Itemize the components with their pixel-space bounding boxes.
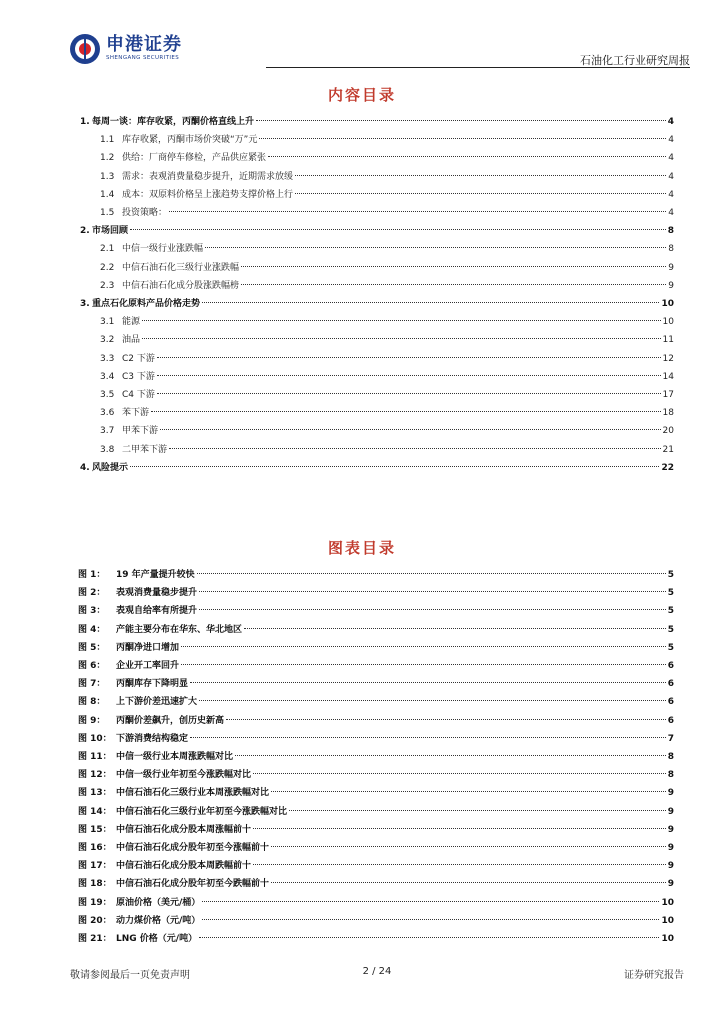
dot-leader [181,664,666,665]
entry-title: 企业开工率回升 [116,661,180,671]
dot-leader [226,719,666,720]
toc-entry[interactable] [100,313,674,331]
toc-entry[interactable] [100,259,674,277]
entry-title: 重点石化原料产品价格走势 [92,299,201,309]
toc-entry[interactable] [100,404,674,422]
entry-page-number: 4 [667,117,674,127]
entry-title: 供给：厂商停车修检，产品供应紧张 [122,153,267,164]
figure-entry[interactable] [78,748,674,766]
dot-leader [202,919,659,920]
entry-title: 能源 [122,317,141,328]
figure-entry[interactable] [78,784,674,802]
dot-leader [244,628,666,629]
toc-entry[interactable] [100,277,674,295]
toc-entry[interactable] [100,168,674,186]
toc-title: 内容目录 [327,86,396,104]
entry-number: 3.6 [100,408,115,419]
entry-page-number: 6 [667,715,674,726]
dot-leader [157,393,661,394]
entry-page-number: 4 [668,135,674,146]
entry-page-number: 17 [662,390,674,400]
entry-number: 图 2： [78,588,106,599]
dot-leader [142,338,661,339]
logo-name-en: SHENGANG SECURITIES [106,55,180,62]
figure-entry[interactable] [78,675,674,693]
dot-leader [253,773,666,774]
toc-entry[interactable] [100,240,674,258]
dot-leader [157,375,661,376]
entry-title: 风险提示 [92,462,129,473]
dot-leader [142,320,661,321]
entry-number: 图 3： [78,606,106,617]
dot-leader [271,791,666,792]
report-type: 石油化工行业研究周报 [580,54,690,67]
figure-entry[interactable] [78,894,674,912]
entry-page-number: 8 [667,752,674,762]
dot-leader [157,357,661,358]
dot-leader [190,737,666,738]
entry-page-number: 4 [668,208,674,218]
toc-entry[interactable] [100,441,674,459]
entry-page-number: 10 [661,897,674,908]
figure-entry[interactable] [78,803,674,821]
entry-title: 中信石油石化三级行业本周涨跌幅对比 [116,788,270,799]
entry-number: 图 14： [78,806,112,817]
entry-page-number: 10 [661,934,674,944]
entry-number: 图 18： [78,879,112,890]
toc-entry[interactable] [80,459,674,477]
entry-page-number: 10 [661,299,674,309]
figure-entry[interactable] [78,839,674,857]
entry-number: 1.3 [100,171,115,182]
entry-page-number: 4 [668,171,674,182]
entry-number: 图 19： [78,897,112,908]
dot-leader [169,211,666,212]
entry-title: C3 下游 [122,371,155,382]
dot-leader [181,646,666,647]
dot-leader [202,302,659,303]
entry-page-number: 5 [667,570,674,580]
logo-emblem-icon [70,34,100,64]
entry-page-number: 6 [667,697,674,708]
dot-leader [130,229,666,230]
entry-page-number: 18 [662,408,674,419]
entry-number: 图 8： [78,697,106,708]
entry-page-number: 10 [661,915,674,926]
figure-entry[interactable] [78,821,674,839]
entry-title: 丙酮价差飙升，创历史新高 [116,715,225,726]
entry-page-number: 8 [667,226,674,237]
toc-entry[interactable] [100,386,674,404]
entry-number: 3.8 [100,444,115,455]
toc-entry[interactable] [100,149,674,167]
figure-entry[interactable] [78,602,674,620]
toc-entry[interactable] [80,113,674,131]
figure-entry[interactable] [78,730,674,748]
entry-number: 3. [80,299,90,309]
entry-number: 图 4： [78,624,106,635]
entry-page-number: 14 [662,371,674,382]
entry-title: 中信石油石化成分股涨跌幅榜 [122,280,240,291]
entry-title: 表观消费量稳步提升 [116,588,198,599]
entry-page-number: 8 [668,244,674,255]
entry-page-number: 4 [668,189,674,200]
entry-page-number: 9 [667,843,674,853]
entry-number: 图 9： [78,715,106,726]
entry-number: 图 7： [78,679,106,690]
entry-number: 3.3 [100,353,115,364]
dot-leader [130,466,659,467]
entry-number: 图 16： [78,843,112,853]
dot-leader [169,448,661,449]
dot-leader [241,284,666,285]
dot-leader [160,429,661,430]
entry-page-number: 12 [662,353,674,364]
entry-title: 丙酮净进口增加 [116,642,180,653]
entry-page-number: 9 [667,824,674,835]
entry-title: 甲苯下游 [122,426,159,437]
entry-title: 中信一级行业本周涨跌幅对比 [116,752,234,762]
entry-title: 投资策略： [122,208,168,218]
entry-title: 表观自给率有所提升 [116,606,198,617]
entry-title: 中信石油石化成分股年初至今涨幅前十 [116,843,270,853]
entry-number: 3.4 [100,371,115,382]
dot-leader [205,247,666,248]
entry-number: 3.1 [100,317,115,328]
dot-leader [271,846,666,847]
entry-number: 3.5 [100,390,115,400]
dot-leader [253,828,666,829]
entry-page-number: 6 [667,679,674,690]
entry-title: LNG 价格（元/吨） [116,934,198,944]
header-divider [266,67,690,68]
entry-number: 1.4 [100,189,115,200]
entry-page-number: 5 [667,588,674,599]
figure-entry[interactable] [78,639,674,657]
entry-number: 1. [80,117,90,127]
entry-page-number: 9 [667,861,674,872]
entry-number: 图 17： [78,861,112,872]
dot-leader [295,193,666,194]
entry-title: 市场回顾 [92,226,129,237]
entry-number: 3.2 [100,335,115,346]
entry-title: 动力煤价格（元/吨） [116,915,201,926]
entry-title: 油品 [122,335,141,346]
dot-leader [199,937,659,938]
entry-number: 1.2 [100,153,115,164]
entry-title: 下游消费结构稳定 [116,733,189,744]
entry-number: 3.7 [100,426,115,437]
entry-title: 成本：双原料价格呈上涨趋势支撑价格上行 [122,189,294,200]
dot-leader [295,175,666,176]
dot-leader [268,156,666,157]
company-logo [70,34,182,64]
figure-entry[interactable] [78,912,674,930]
dot-leader [202,901,659,902]
figure-entry[interactable] [78,712,674,730]
entry-number: 2.1 [100,244,115,255]
entry-page-number: 20 [662,426,674,437]
entry-number: 图 5： [78,642,106,653]
toc-entry[interactable] [100,331,674,349]
dot-leader [289,810,666,811]
entry-page-number: 5 [667,642,674,653]
dot-leader [259,138,666,139]
entry-page-number: 11 [662,335,674,346]
entry-title: 二甲苯下游 [122,444,168,455]
entry-number: 图 10： [78,733,112,744]
toc-entry[interactable] [100,368,674,386]
entry-number: 1.1 [100,135,115,146]
entry-title: 苯下游 [122,408,150,419]
entry-number: 1.5 [100,208,115,218]
entry-number: 图 12： [78,770,112,781]
entry-title: 每周一谈：库存收紧，丙酮价格直线上升 [92,117,255,127]
report-label: 证券研究报告 [624,970,684,981]
figure-entry[interactable] [78,875,674,893]
page-header [70,34,690,68]
entry-number: 2.2 [100,262,115,273]
entry-number: 图 11： [78,752,112,762]
entry-page-number: 7 [667,733,674,744]
entry-page-number: 8 [667,770,674,781]
entry-title: 中信一级行业涨跌幅 [122,244,204,255]
entry-number: 图 6： [78,661,106,671]
dot-leader [151,411,661,412]
entry-title: 原油价格（美元/桶） [116,897,201,908]
toc-entry[interactable] [80,222,674,240]
figure-entry[interactable] [78,566,674,584]
entry-title: C2 下游 [122,353,155,364]
entry-page-number: 9 [667,879,674,890]
page-number: 2 / 24 [362,966,392,977]
entry-number: 4. [80,462,90,473]
entry-page-number: 9 [667,806,674,817]
entry-number: 2. [80,226,90,237]
toc-entry[interactable] [100,422,674,440]
toc-entry[interactable] [80,295,674,313]
entry-page-number: 9 [668,280,674,291]
entry-title: 中信石油石化三级行业年初至今涨跌幅对比 [116,806,288,817]
entry-page-number: 5 [667,606,674,617]
entry-page-number: 5 [667,624,674,635]
dot-leader [241,266,666,267]
entry-page-number: 9 [667,788,674,799]
entry-title: 中信石油石化成分股本周跌幅前十 [116,861,252,872]
entry-page-number: 9 [668,262,674,273]
entry-number: 2.3 [100,280,115,291]
dot-leader [271,882,666,883]
entry-title: C4 下游 [122,390,155,400]
logo-name-cn: 申港证券 [106,34,182,56]
entry-title: 丙酮库存下降明显 [116,679,189,690]
toc-entry[interactable] [100,186,674,204]
dot-leader [253,864,666,865]
entry-title: 19 年产量提升较快 [116,570,195,580]
entry-page-number: 22 [661,462,674,473]
figure-entry[interactable] [78,857,674,875]
entry-page-number: 10 [662,317,674,328]
figure-entry[interactable] [78,584,674,602]
dot-leader [199,591,666,592]
dot-leader [256,120,666,121]
entry-page-number: 4 [668,153,674,164]
figure-entry[interactable] [78,657,674,675]
disclaimer-note: 敬请参阅最后一页免责声明 [70,970,190,981]
entry-title: 中信石油石化成分股年初至今跌幅前十 [116,879,270,890]
entry-page-number: 6 [667,661,674,671]
dot-leader [197,573,666,574]
entry-number: 图 20： [78,915,112,926]
dot-leader [199,700,666,701]
entry-title: 中信一级行业年初至今涨跌幅对比 [116,770,252,781]
toc-entry[interactable] [100,204,674,222]
toc-entry[interactable] [100,350,674,368]
dot-leader [190,682,666,683]
entry-title: 需求：表观消费量稳步提升，近期需求放缓 [122,171,294,182]
figure-list-title: 图表目录 [327,539,396,557]
toc-entry[interactable] [100,131,674,149]
figure-entry[interactable] [78,766,674,784]
figure-entry[interactable] [78,930,674,948]
entry-title: 产能主要分布在华东、华北地区 [116,624,243,635]
entry-number: 图 1： [78,570,106,580]
dot-leader [235,755,666,756]
entry-number: 图 13： [78,788,112,799]
entry-page-number: 21 [662,444,674,455]
entry-title: 中信石油石化三级行业涨跌幅 [122,262,240,273]
entry-title: 中信石油石化成分股本周涨幅前十 [116,824,252,835]
figure-entry[interactable] [78,693,674,711]
entry-number: 图 21： [78,934,112,944]
entry-title: 上下游价差迅速扩大 [116,697,198,708]
entry-number: 图 15： [78,824,112,835]
figure-entry[interactable] [78,621,674,639]
entry-title: 库存收紧，丙酮市场价突破“万”元 [122,135,258,146]
dot-leader [199,609,666,610]
